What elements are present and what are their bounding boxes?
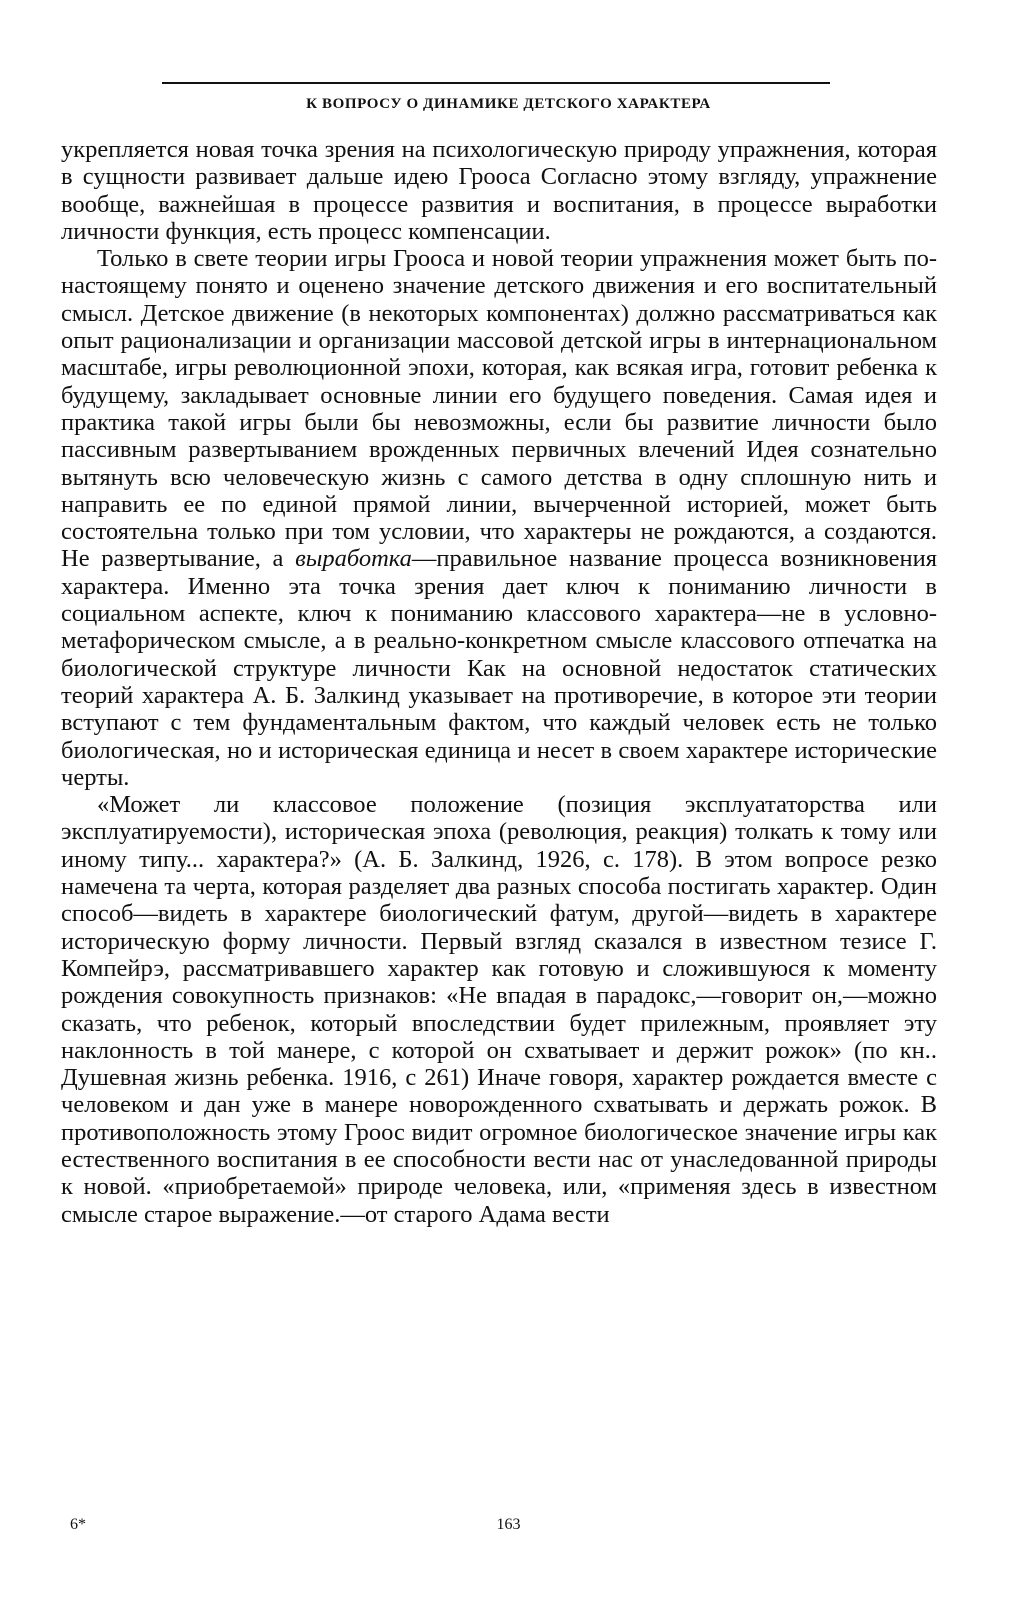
emphasis-vyrabotka: выработка [295,545,412,573]
paragraph-2-part-b: —правильное название процесса возникновения характера. Именно эта точка зрения дает ключ к пониманию личности в социальном аспекте, ключ к пониманию классового характера—не в условно-метафорическом смысле, а в реально-конкретном смысле классового отпечатка на биологической структуре личности Как на основной недостаток статических теорий характера А. Б. Залкинд указывает на противоречие, в которое эти теории вступают с тем фундаментальным фактом, что каждый человек есть не только биологическая, но и историческая единица и несет в своем характере исторические черты. [61,545,938,791]
running-header: К ВОПРОСУ О ДИНАМИКЕ ДЕТСКОГО ХАРАКТЕРА [306,96,711,112]
paragraph-2-part-a: Только в свете теории игры Грооса и новой теории упражнения может быть по-настоящему понято и оценено значение детского движения и его воспитательный смысл. Детское движение (в некоторых компонентах) должно рассматриваться как опыт рационализации и организации массовой детской игры в интернациональном масштабе, игры революционной эпохи, которая, как всякая игра, готовит ребенка к будущему, закладывает основные линии его будущего поведения. Самая идея и практика такой игры были бы невозможны, если бы развитие личности было пассивным развертыванием врожденных первичных влечений Идея сознательно вытянуть всю человеческую жизнь с самого детства в одну сплошную нить и направить ее по единой прямой линии, вычерченной историей, может быть состоятельна только при том условии, что характеры не рождаются, а создаются. Не развертывание, а [61,245,937,573]
paragraph-3: «Может ли классовое положение (позиция эксплуататорства или эксплуатируемости), историческая эпоха (революция, реакция) толкать к тому или иному типу... характера?» (А. Б. Залкинд, 1926, с. 178). В этом вопросе резко намечена та черта, которая разделяет два разных способа постигать характер. Один способ—видеть в характере биологический фатум, другой—видеть в характере историческую форму личности. Первый взгляд сказался в известном тезисе Г. Компейрэ, рассматривавшего характер как готовую и сложившуюся к моменту рождения совокупность признаков: «Не впадая в парадокс,—говорит он,—можно сказать, что ребенок, который впоследствии будет прилежным, проявляет эту наклонность в той манере, с которой он схватывает и держит рожок» (по кн.. Душевная жизнь ребенка. 1916, с 261) Иначе говоря, характер рождается вместе с человеком и дан уже в манере новорожденного схватывать и держать рожок. В противоположность этому Гроос видит огромное биологическое значение игры как естественного воспитания в ее способности вести нас от унаследованной природы к новой. «приобретаемой» природе человека, или, «применяя здесь в известном смысле старое выражение.—от старого Адама вести [61,791,937,1228]
signature-mark: 6* [70,1516,86,1533]
paragraph-1: укрепляется новая точка зрения на психологическую природу упражнения, которая в сущности развивает дальше идею Грооса Согласно этому взгляду, упражнение вообще, важнейшая в процессе развития и воспитания, в процессе выработки личности функция, есть процесс компенсации. [61,136,937,245]
page-number: 163 [496,1516,521,1533]
paragraph-2 [61,245,937,791]
header-rule [162,82,830,84]
page-body [61,136,937,1228]
